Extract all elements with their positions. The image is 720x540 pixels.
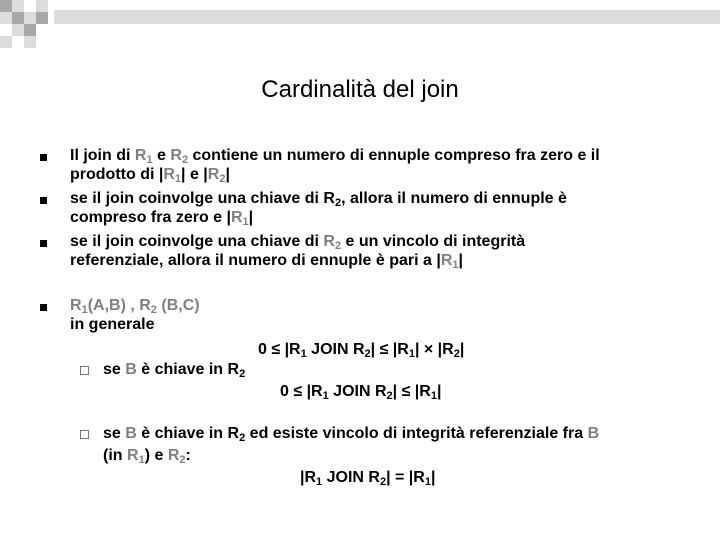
- sub-bullet-square-icon: [80, 430, 89, 439]
- formula-general: $0 \le |R_1$ JOIN $R_2| \le |R_1| \times |R_2|$: [258, 341, 465, 360]
- bullet-text: se il join coinvolge una chiave di $R_2$, allora il numero di ennuple è: [70, 190, 567, 209]
- bullet-text: in generale: [70, 316, 155, 333]
- formula-key: $0 \le |R_1$ JOIN $R_2| \le |R_1|$: [280, 383, 442, 402]
- bullet-text: $R_1(A,B)$ , $R_2$ (B,C): [70, 297, 200, 316]
- slide-title: Cardinalità del join: [261, 76, 459, 103]
- formula-referential: $|R_1$ JOIN $R_2| = |R_1|$: [300, 469, 436, 488]
- header-decoration: [0, 0, 720, 60]
- sub-bullet-text: se B è chiave in $R_2$: [103, 361, 246, 380]
- sub-bullet-text: (in $R_1$) e $R_2$:: [103, 447, 191, 466]
- sub-bullet-square-icon: [80, 366, 89, 375]
- bullet-square-icon: [40, 197, 47, 204]
- bullet-text: prodotto di $|R_1|$ e $|R_2|$: [70, 166, 230, 185]
- bullet-text: Il join di $R_1$ e $R_2$ contiene un numero di ennuple compreso fra zero e il: [70, 147, 600, 166]
- bullet-text: se il join coinvolge una chiave di $R_2$ e un vincolo di integrità: [70, 233, 526, 252]
- bullet-square-icon: [40, 154, 47, 161]
- bullet-square-icon: [40, 240, 47, 247]
- bullet-text: referenziale, allora il numero di ennuple è pari a $|R_1|$: [70, 252, 463, 271]
- sub-bullet-text: se B è chiave in $R_2$ ed esiste vincolo di integrità referenziale fra B: [103, 425, 600, 444]
- bullet-square-icon: [40, 304, 47, 311]
- bullet-text: compreso fra zero e $|R_1|$: [70, 209, 254, 228]
